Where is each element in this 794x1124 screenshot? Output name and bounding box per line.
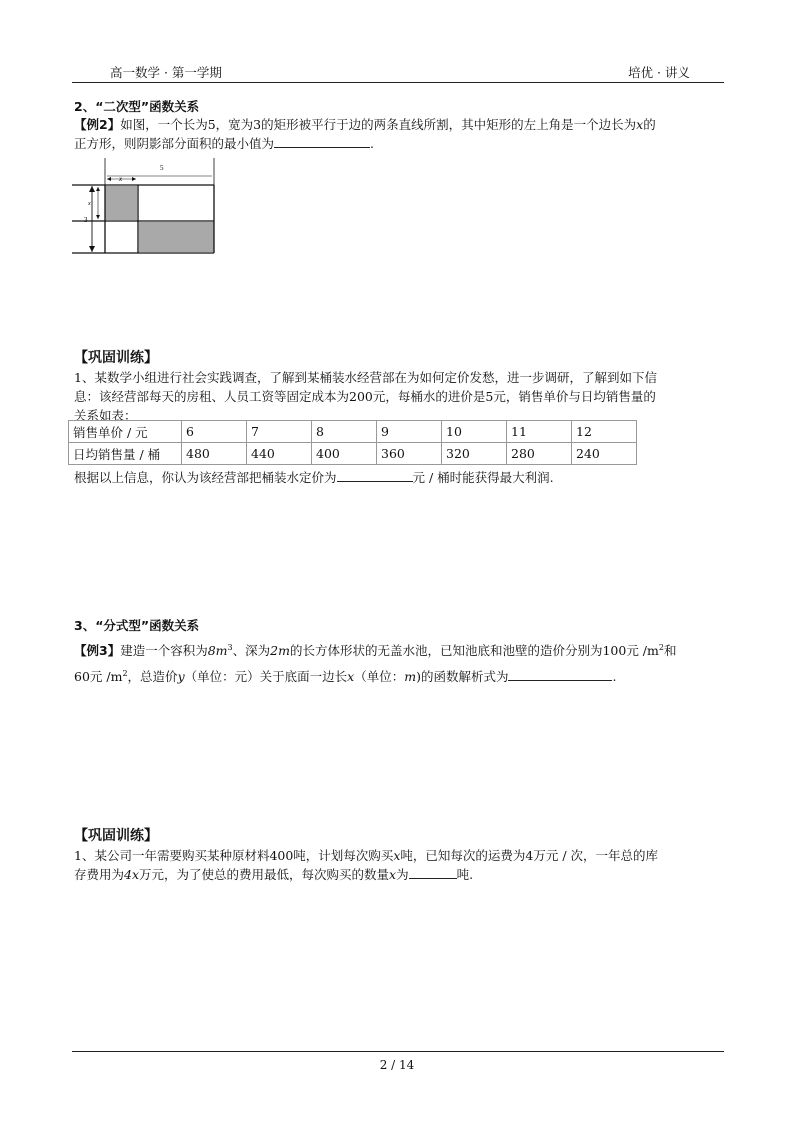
training1-line1: 1、某数学小组进行社会实践调查，了解到某桶装水经营部在为如何定价发愁，进一步调研，了解到如下信 (74, 370, 657, 385)
table-header-price: 销售单价 / 元 (69, 421, 182, 443)
table-cell: 10 (442, 421, 507, 443)
training1-answer-blank (337, 468, 413, 482)
arrowhead (96, 187, 100, 191)
label-x-top: x (119, 175, 123, 183)
example3-answer-blank (508, 667, 612, 681)
example3-volume: 8m (207, 643, 228, 659)
table-cell: 6 (182, 421, 247, 443)
example3-text-d: 和 (663, 643, 677, 659)
example2-tag: 【例2】 (74, 117, 121, 132)
shaded-rectangle (139, 222, 214, 252)
table-cell: 240 (572, 443, 637, 465)
training2-text-e: 为 (396, 867, 409, 882)
training2-answer-blank (409, 865, 457, 879)
shaded-square (105, 186, 137, 220)
footer-rule (72, 1051, 724, 1052)
label-3: 3 (84, 216, 88, 224)
training2-text-a: 1、某公司一年需要购买某种原材料400吨，计划每次购买 (74, 848, 394, 863)
example3-cost-bottom: 100元 /m (602, 643, 659, 659)
example3-volume-exp: 3 (227, 643, 233, 652)
training2-text-c: 存费用为 (74, 867, 125, 882)
table-cell: 12 (572, 421, 637, 443)
header-rule (72, 82, 724, 83)
section3-title: 3、“分式型”函数关系 (74, 618, 200, 633)
example3-text-h: )的函数解析式为 (416, 669, 509, 685)
example2-line2: 正方形，则阴影部分面积的最小值为 (74, 136, 275, 151)
training1-line3: 关系如表： (74, 408, 137, 423)
table-header-volume: 日均销售量 / 桶 (69, 443, 182, 465)
example3-depth: 2m (270, 643, 290, 659)
example3-text-e: ，总造价 (127, 669, 178, 685)
example2-text (74, 115, 726, 153)
example2-line1: 如图，一个长为5，宽为3的矩形被平行于边的两条直线所割，其中矩形的左上角是一个边长为 (120, 117, 637, 132)
training2-expr: 4x (124, 867, 140, 882)
table-row (69, 443, 637, 465)
arrowhead (132, 177, 136, 181)
training1-line2: 息：该经营部每天的房租、人员工资等固定成本为200元，每桶水的进价是5元，销售单价与日均销售量的 (74, 389, 656, 404)
table-cell: 440 (247, 443, 312, 465)
section2-title: 2、“二次型”函数关系 (74, 99, 200, 114)
price-volume-table (68, 420, 637, 465)
example3-cost-wall-exp: 2 (122, 669, 128, 679)
training1-text (74, 368, 726, 425)
example3-text (74, 636, 726, 688)
page-number: 2 / 14 (379, 1058, 415, 1072)
arrowhead (89, 246, 95, 252)
header-course-title: 高一数学 · 第一学期 (110, 65, 222, 80)
example2-line1-end: 的 (643, 117, 656, 132)
training1-title: 【巩固训练】 (74, 350, 158, 366)
example3-unit-m: m (404, 669, 417, 685)
training2-var-x-2: x (389, 867, 397, 882)
example3-cost-wall: 60元 /m (74, 669, 123, 685)
example2-line2-end: . (370, 136, 374, 151)
arrowhead (89, 186, 95, 192)
label-5: 5 (160, 164, 164, 172)
example3-var-x: x (347, 669, 355, 685)
example3-text-c: 的长方体形状的无盖水池，已知池底和池壁的造价分别为 (289, 643, 603, 659)
example3-cost-bottom-exp: 2 (658, 643, 664, 652)
training2-text-d: 万元，为了使总的费用最低，每次购买的数量 (139, 867, 390, 882)
example3-text-b: 、深为 (232, 643, 271, 659)
table-cell: 8 (312, 421, 377, 443)
table-cell: 360 (377, 443, 442, 465)
example3-text-end: . (612, 669, 617, 685)
example2-answer-blank (274, 134, 370, 148)
table-cell: 320 (442, 443, 507, 465)
table-cell: 7 (247, 421, 312, 443)
training2-var-x: x (393, 848, 401, 863)
training2-title: 【巩固训练】 (74, 828, 158, 844)
training1-question (74, 468, 726, 487)
arrowhead (107, 177, 111, 181)
training1-question-a: 根据以上信息，你认为该经营部把桶装水定价为 (74, 470, 337, 485)
example3-var-y: y (177, 669, 185, 685)
table-row (69, 421, 637, 443)
table-cell: 280 (507, 443, 572, 465)
example3-text-g: （单位： (354, 669, 405, 685)
training2-text-b: 吨，已知每次的运费为4万元 / 次，一年总的库 (400, 848, 659, 863)
training1-question-b: 元 / 桶时能获得最大利润. (412, 470, 554, 485)
training2-text-end: 吨. (456, 867, 474, 882)
rectangle-figure (72, 158, 220, 256)
example3-tag: 【例3】 (74, 643, 121, 659)
table-cell: 480 (182, 443, 247, 465)
table-cell: 9 (377, 421, 442, 443)
example3-text-a: 建造一个容积为 (120, 643, 208, 659)
header-handout-label: 培优 · 讲义 (628, 65, 690, 80)
table-cell: 400 (312, 443, 377, 465)
example2-var-x: x (636, 117, 644, 132)
example3-text-f: （单位：元）关于底面一边长 (184, 669, 348, 685)
arrowhead (96, 215, 100, 219)
training2-text (74, 846, 726, 884)
label-x-side: x (88, 201, 91, 207)
table-cell: 11 (507, 421, 572, 443)
